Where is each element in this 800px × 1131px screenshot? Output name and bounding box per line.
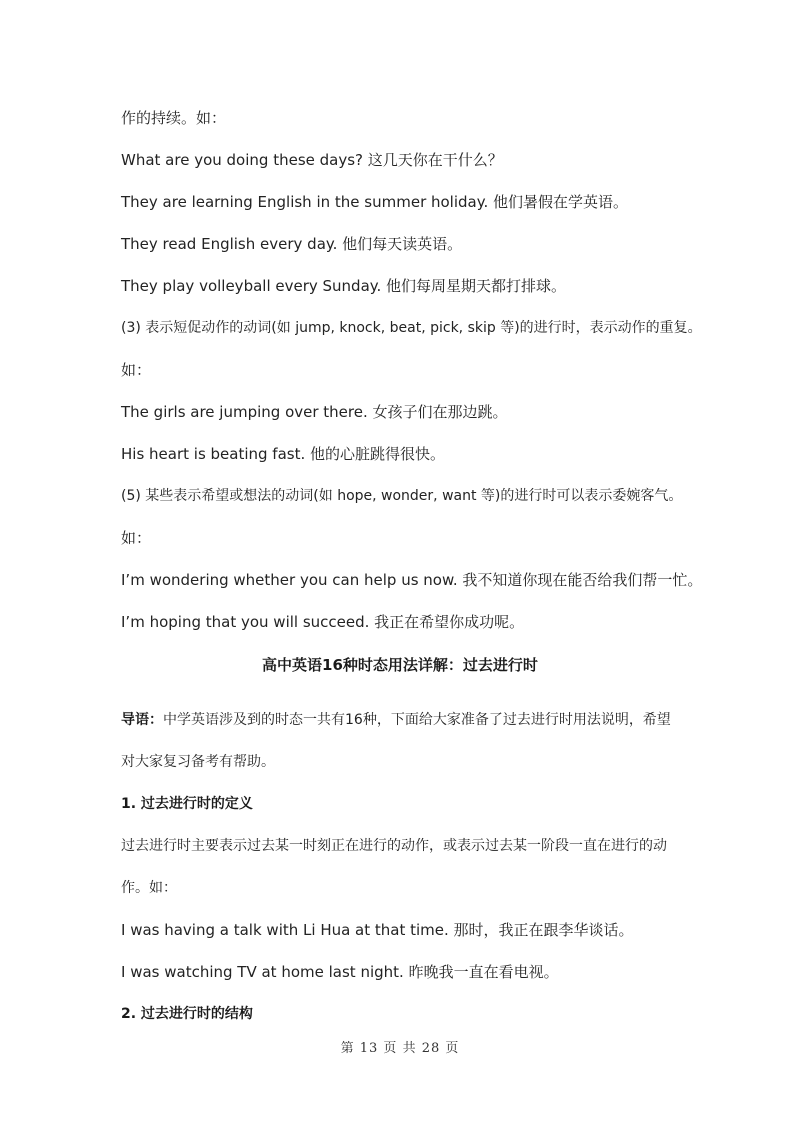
example-line: I was watching TV at home last night. 昨晚我一直在看电视。 [121, 963, 559, 981]
heading-definition: 1. 过去进行时的定义 [121, 796, 253, 812]
heading-structure: 2. 过去进行时的结构 [121, 1006, 253, 1022]
text-line: (3) 表示短促动作的动词(如 jump, knock, beat, pick, skip 等)的进行时，表示动作的重复。 [121, 320, 702, 336]
text-line: I’m hoping that you will succeed. 我正在希望你成功呢。 [121, 613, 525, 631]
text-line: 如： [121, 529, 152, 547]
intro-text: 中学英语涉及到的时态一共有16种，下面给大家准备了过去进行时用法说明，希望 [163, 712, 671, 728]
definition-line: 过去进行时主要表示过去某一时刻正在进行的动作，或表示过去某一阶段一直在进行的动 [121, 838, 667, 854]
text-line: I’m wondering whether you can help us now. 我不知道你现在能否给我们帮一忙。 [121, 571, 703, 589]
page-footer: 第 13 页 共 28 页 [340, 1041, 460, 1056]
definition-line: 作。如： [121, 880, 177, 896]
text-line: 如： [121, 361, 152, 379]
example-line: I was having a talk with Li Hua at that time. 那时，我正在跟李华谈话。 [121, 921, 634, 939]
section-title: 高中英语16种时态用法详解：过去进行时 [262, 656, 538, 674]
intro-continuation: 对大家复习备考有帮助。 [121, 754, 275, 770]
text-line: (5) 某些表示希望或想法的动词(如 hope, wonder, want 等)的进行时可以表示委婉客气。 [121, 488, 683, 504]
text-line: They read English every day. 他们每天读英语。 [121, 235, 463, 253]
text-line: The girls are jumping over there. 女孩子们在那边跳。 [121, 403, 508, 421]
text-line: They play volleyball every Sunday. 他们每周星期天都打排球。 [121, 277, 567, 295]
text-line: His heart is beating fast. 他的心脏跳得很快。 [121, 445, 446, 463]
text-line: 作的持续。如： [121, 109, 227, 127]
intro-label: 导语： [121, 712, 163, 728]
text-line: What are you doing these days? 这几天你在干什么？ [121, 151, 503, 169]
text-line: They are learning English in the summer holiday. 他们暑假在学英语。 [121, 193, 629, 211]
intro-paragraph [121, 710, 691, 730]
